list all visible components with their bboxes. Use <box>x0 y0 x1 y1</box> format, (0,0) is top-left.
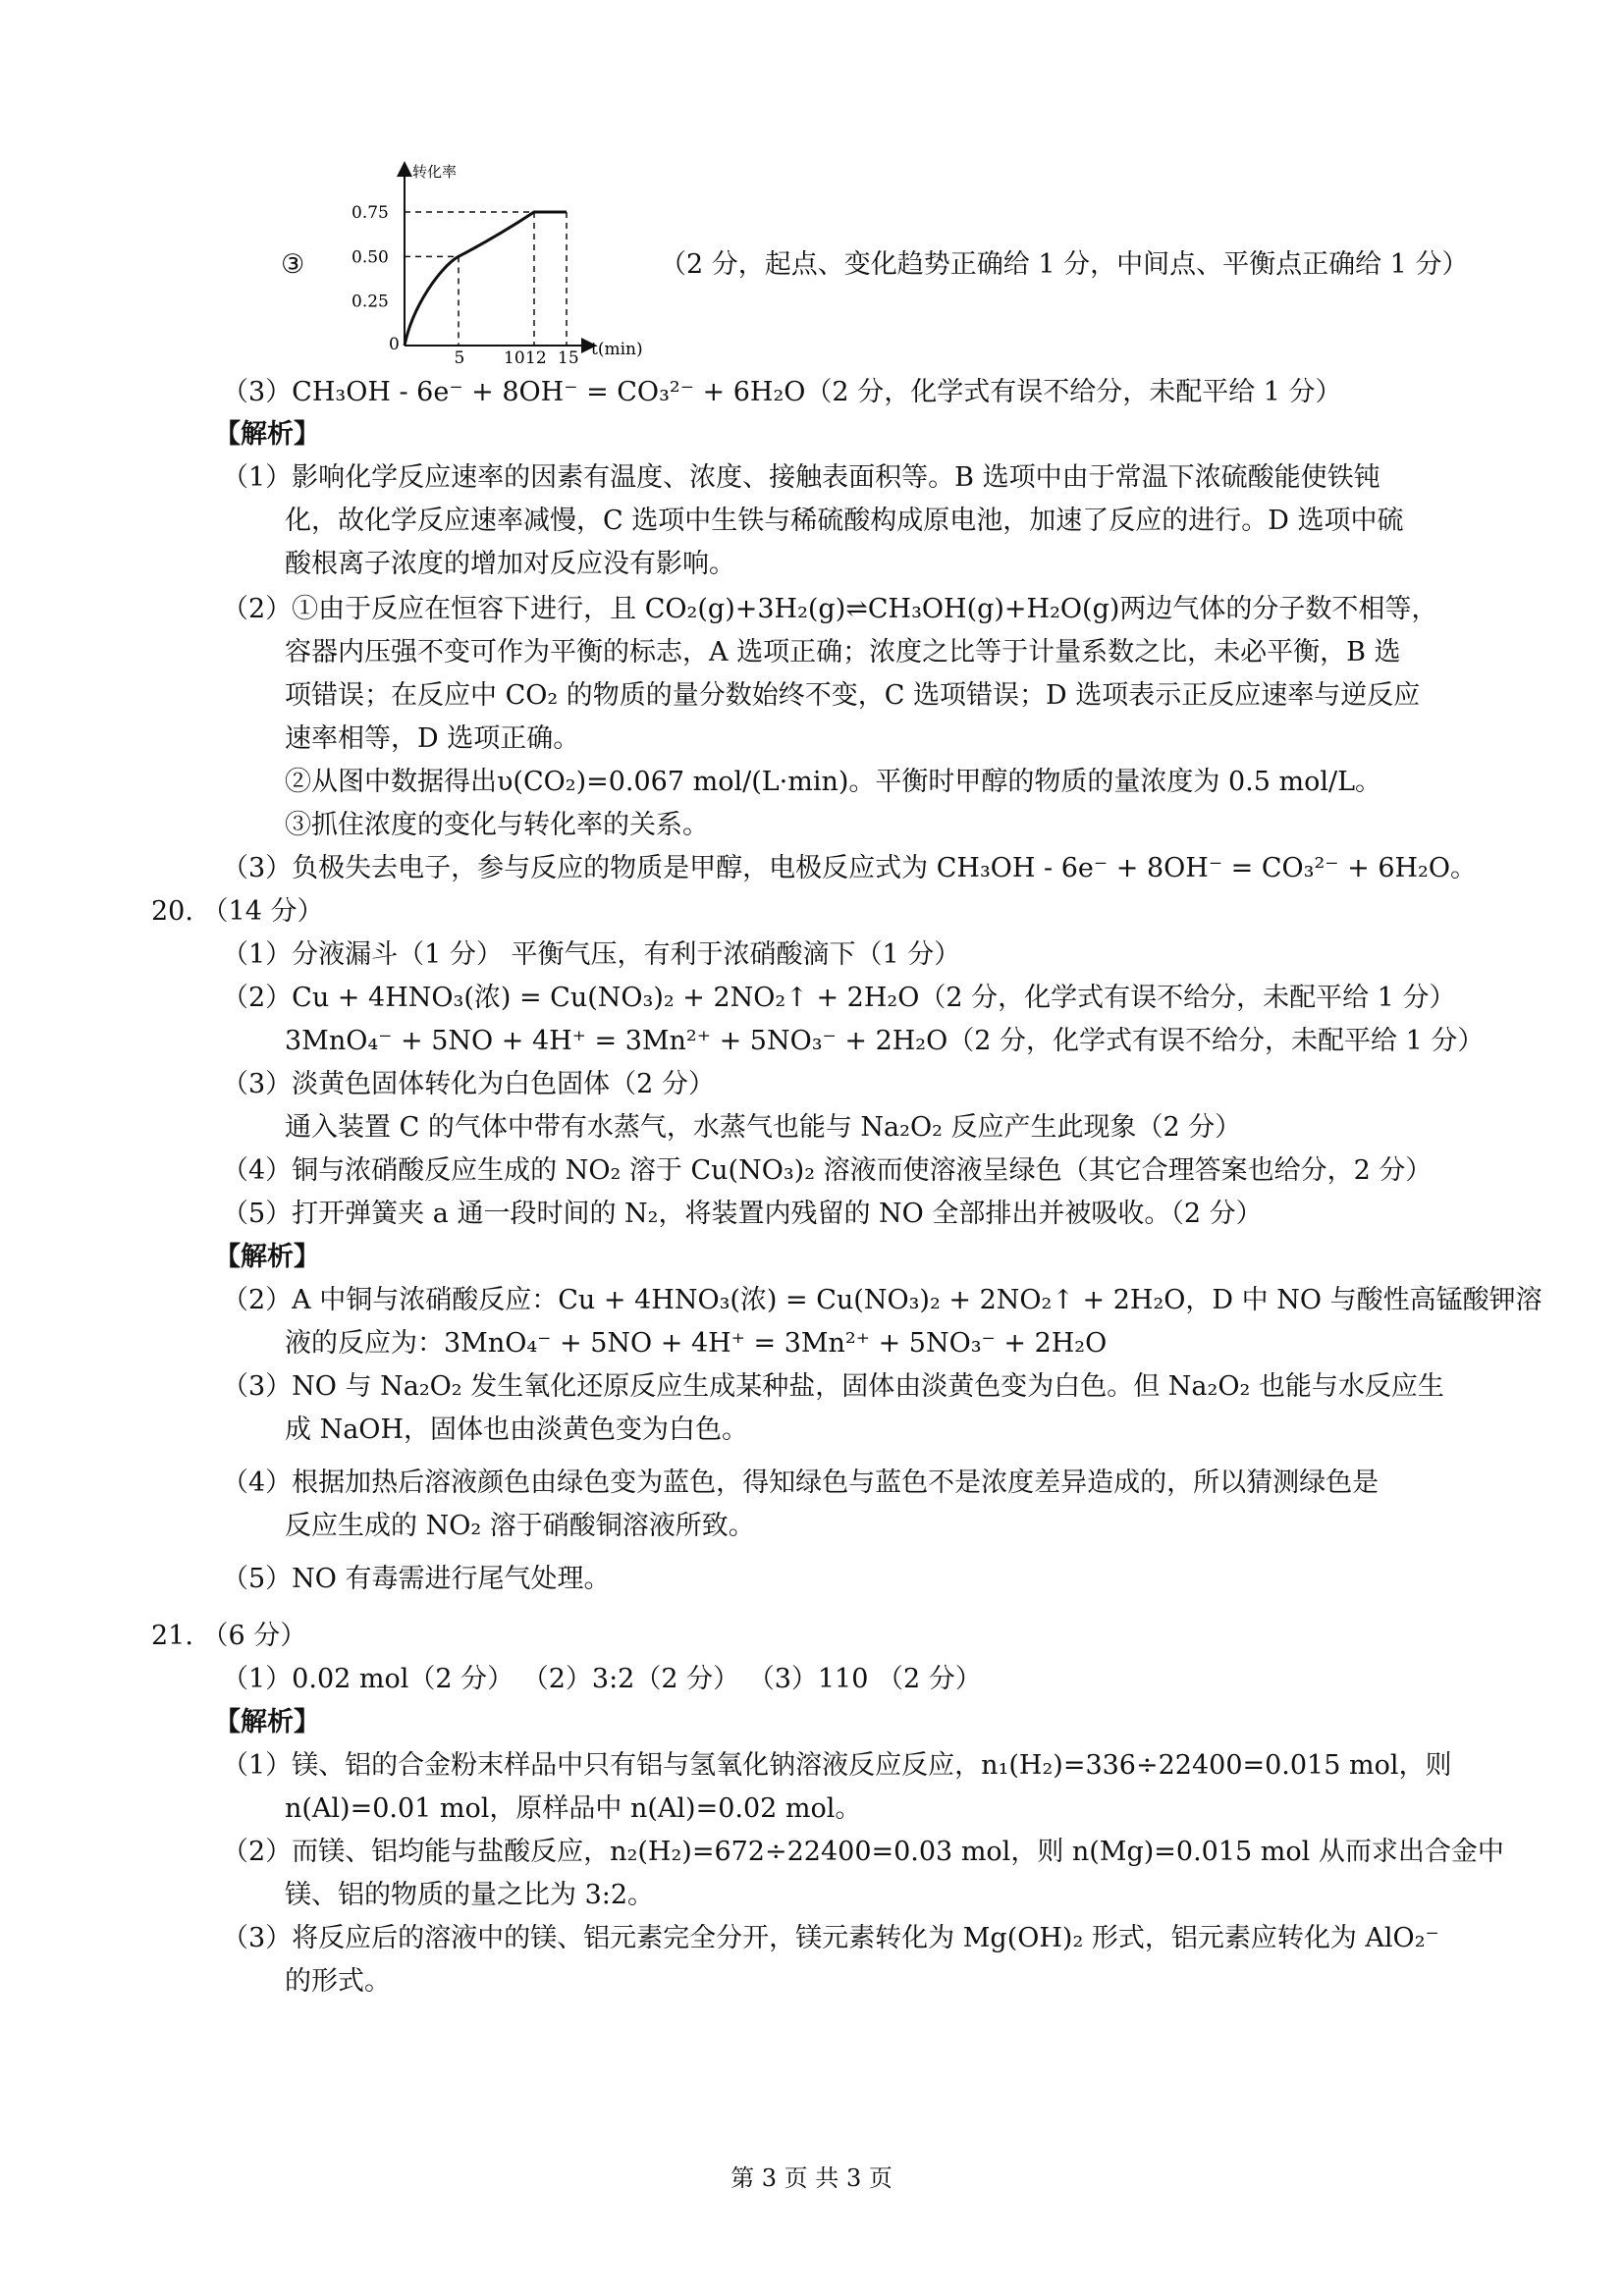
question-20-header: 20. （14 分） <box>151 896 324 927</box>
graph-scoring-note: （2 分，起点、变化趋势正确给 1 分，中间点、平衡点正确给 1 分） <box>660 249 1469 280</box>
analysis-line: （2）而镁、铝均能与盐酸反应，n₂(H₂)=672÷22400=0.03 mol，则 n(Mg)=0.015 mol 从而求出合金中 <box>222 1837 1504 1867</box>
analysis-heading: 【解析】 <box>214 1707 320 1737</box>
y-tick-label: 0.75 <box>352 203 389 223</box>
x-tick-label: 15 <box>558 348 579 363</box>
conversion-rate-chart <box>334 157 658 363</box>
answer-20-3b: 通入装置 C 的气体中带有水蒸气，水蒸气也能与 Na₂O₂ 反应产生此现象（2 分） <box>285 1112 1242 1143</box>
answer-19-3: （3）CH₃OH - 6e⁻ + 8OH⁻ = CO₃²⁻ + 6H₂O（2 分，化学式有误不给分，未配平给 1 分） <box>222 377 1342 407</box>
analysis-line: 酸根离子浓度的增加对反应没有影响。 <box>285 549 735 579</box>
analysis-line: （1）镁、铝的合金粉末样品中只有铝与氢氧化钠溶液反应反应，n₁(H₂)=336÷22400=0.015 mol，则 <box>222 1750 1452 1781</box>
analysis-line: 化，故化学反应速率减慢，C 选项中生铁与稀硫酸构成原电池，加速了反应的进行。D 选项中硫 <box>285 506 1404 536</box>
analysis-line: 液的反应为：3MnO₄⁻ + 5NO + 4H⁺ = 3Mn²⁺ + 5NO₃⁻ + 2H₂O <box>285 1328 1108 1359</box>
answer-20-5: （5）打开弹簧夹 a 通一段时间的 N₂，将装置内残留的 NO 全部排出并被吸收。（2 分） <box>222 1199 1263 1229</box>
analysis-line: n(Al)=0.01 mol，原样品中 n(Al)=0.02 mol。 <box>285 1793 862 1824</box>
answer-20-2: （2）Cu + 4HNO₃(浓) = Cu(NO₃)₂ + 2NO₂↑ + 2H₂O（2 分，化学式有误不给分，未配平给 1 分） <box>222 983 1456 1013</box>
analysis-line: ③抓住浓度的变化与转化率的关系。 <box>285 810 709 840</box>
analysis-line: 速率相等，D 选项正确。 <box>285 723 580 754</box>
analysis-line: 容器内压强不变可作为平衡的标志，A 选项正确；浓度之比等于计量系数之比，未必平衡，B 选 <box>285 637 1401 667</box>
x-tick-label: 10 <box>504 348 525 363</box>
analysis-line: （2）①由于反应在恒容下进行，且 CO₂(g)+3H₂(g)⇌CH₃OH(g)+H₂O(g)两边气体的分子数不相等， <box>222 594 1438 624</box>
graph-marker: ③ <box>281 249 305 280</box>
analysis-line: （3）负极失去电子，参与反应的物质是甲醇，电极反应式为 CH₃OH - 6e⁻ + 8OH⁻ = CO₃²⁻ + 6H₂O。 <box>222 853 1478 883</box>
analysis-line: 项错误；在反应中 CO₂ 的物质的量分数始终不变，C 选项错误；D 选项表示正反应速率与逆反应 <box>285 680 1421 711</box>
analysis-heading: 【解析】 <box>214 1242 320 1272</box>
analysis-heading: 【解析】 <box>214 419 320 450</box>
analysis-line: （5）NO 有毒需进行尾气处理。 <box>222 1564 611 1594</box>
analysis-line: 反应生成的 NO₂ 溶于硝酸铜溶液所致。 <box>285 1511 755 1541</box>
analysis-line: （3）NO 与 Na₂O₂ 发生氧化还原反应生成某种盐，固体由淡黄色变为白色。但 Na₂O₂ 也能与水反应生 <box>222 1371 1444 1402</box>
analysis-line: （2）A 中铜与浓硝酸反应：Cu + 4HNO₃(浓) = Cu(NO₃)₂ + 2NO₂↑ + 2H₂O，D 中 NO 与酸性高锰酸钾溶 <box>222 1285 1542 1315</box>
y-tick-label: 0.25 <box>352 292 389 312</box>
origin-label: 0 <box>389 335 400 354</box>
analysis-line: 镁、铝的物质的量之比为 3:2。 <box>285 1880 655 1910</box>
y-tick-label: 0.50 <box>352 247 389 268</box>
answer-20-2b: 3MnO₄⁻ + 5NO + 4H⁺ = 3Mn²⁺ + 5NO₃⁻ + 2H₂O（2 分，化学式有误不给分，未配平给 1 分） <box>285 1026 1485 1056</box>
question-21-header: 21. （6 分） <box>151 1621 307 1651</box>
analysis-line: （3）将反应后的溶液中的镁、铝元素完全分开，镁元素转化为 Mg(OH)₂ 形式，铝元素应转化为 AlO₂⁻ <box>222 1923 1439 1953</box>
answer-20-4: （4）铜与浓硝酸反应生成的 NO₂ 溶于 Cu(NO₃)₂ 溶液而使溶液呈绿色（其它合理答案也给分，2 分） <box>222 1155 1433 1186</box>
page-footer: 第 3 页 共 3 页 <box>730 2164 893 2192</box>
x-tick-label: 5 <box>454 348 465 363</box>
analysis-line: 的形式。 <box>285 1966 391 1997</box>
analysis-line: （1）影响化学反应速率的因素有温度、浓度、接触表面积等。B 选项中由于常温下浓硫酸能使铁钝 <box>222 462 1380 493</box>
analysis-line: 成 NaOH，固体也由淡黄色变为白色。 <box>285 1415 748 1445</box>
answer-20-1: （1）分液漏斗（1 分） 平衡气压，有利于浓硝酸滴下（1 分） <box>222 939 961 970</box>
answers-21: （1）0.02 mol（2 分） （2）3:2（2 分） （3）110 （2 分） <box>222 1664 982 1694</box>
analysis-line: （4）根据加热后溶液颜色由绿色变为蓝色，得知绿色与蓝色不是浓度差异造成的，所以猜测绿色是 <box>222 1468 1380 1498</box>
y-axis-label: 转化率 <box>412 163 458 181</box>
x-tick-label: 12 <box>525 348 547 363</box>
x-axis-label: t(min) <box>591 340 643 359</box>
answer-20-3: （3）淡黄色固体转化为白色固体（2 分） <box>222 1069 715 1099</box>
analysis-line: ②从图中数据得出υ(CO₂)=0.067 mol/(L·min)。平衡时甲醇的物质的量浓度为 0.5 mol/L。 <box>285 767 1382 797</box>
conversion-curve <box>405 212 567 346</box>
